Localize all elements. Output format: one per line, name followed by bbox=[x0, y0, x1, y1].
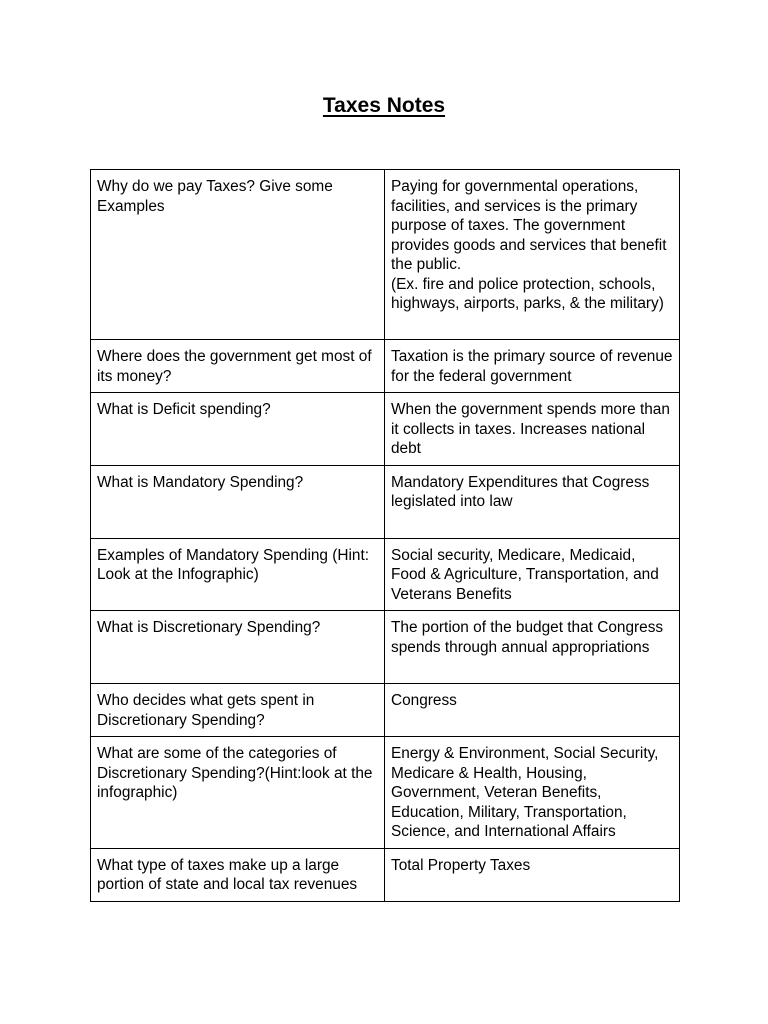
table-row bbox=[91, 393, 680, 466]
answer-cell: Mandatory Expenditures that Cogress legislated into law bbox=[385, 465, 680, 538]
question-cell: Where does the government get most of its money? bbox=[91, 340, 385, 393]
question-cell: What are some of the categories of Discretionary Spending?(Hint:look at the infographic) bbox=[91, 737, 385, 849]
question-cell: What is Deficit spending? bbox=[91, 393, 385, 466]
table-row bbox=[91, 538, 680, 611]
table-row bbox=[91, 170, 680, 340]
table-row bbox=[91, 465, 680, 538]
answer-cell: Congress bbox=[385, 684, 680, 737]
question-cell: Who decides what gets spent in Discretionary Spending? bbox=[91, 684, 385, 737]
notes-table bbox=[90, 169, 680, 902]
answer-cell: Paying for governmental operations, facilities, and services is the primary purpose of taxes. The government provides goods and services that benefit the public. (Ex. fire and police protection, schools, highways, airports, parks, & the military) bbox=[385, 170, 680, 340]
question-cell: What type of taxes make up a large portion of state and local tax revenues bbox=[91, 848, 385, 901]
answer-cell: Energy & Environment, Social Security, Medicare & Health, Housing, Government, Veteran Benefits, Education, Military, Transportation, Science, and International Affairs bbox=[385, 737, 680, 849]
table-row bbox=[91, 340, 680, 393]
question-cell: What is Discretionary Spending? bbox=[91, 611, 385, 684]
question-cell: Examples of Mandatory Spending (Hint: Look at the Infographic) bbox=[91, 538, 385, 611]
answer-cell: Total Property Taxes bbox=[385, 848, 680, 901]
answer-cell: Social security, Medicare, Medicaid, Food & Agriculture, Transportation, and Veterans Benefits bbox=[385, 538, 680, 611]
table-row bbox=[91, 737, 680, 849]
answer-cell: When the government spends more than it collects in taxes. Increases national debt bbox=[385, 393, 680, 466]
question-cell: What is Mandatory Spending? bbox=[91, 465, 385, 538]
answer-cell: The portion of the budget that Congress spends through annual appropriations bbox=[385, 611, 680, 684]
table-row bbox=[91, 684, 680, 737]
question-cell: Why do we pay Taxes? Give some Examples bbox=[91, 170, 385, 340]
page-title: Taxes Notes bbox=[322, 94, 446, 117]
table-row bbox=[91, 848, 680, 901]
table-row bbox=[91, 611, 680, 684]
answer-cell: Taxation is the primary source of revenue for the federal government bbox=[385, 340, 680, 393]
